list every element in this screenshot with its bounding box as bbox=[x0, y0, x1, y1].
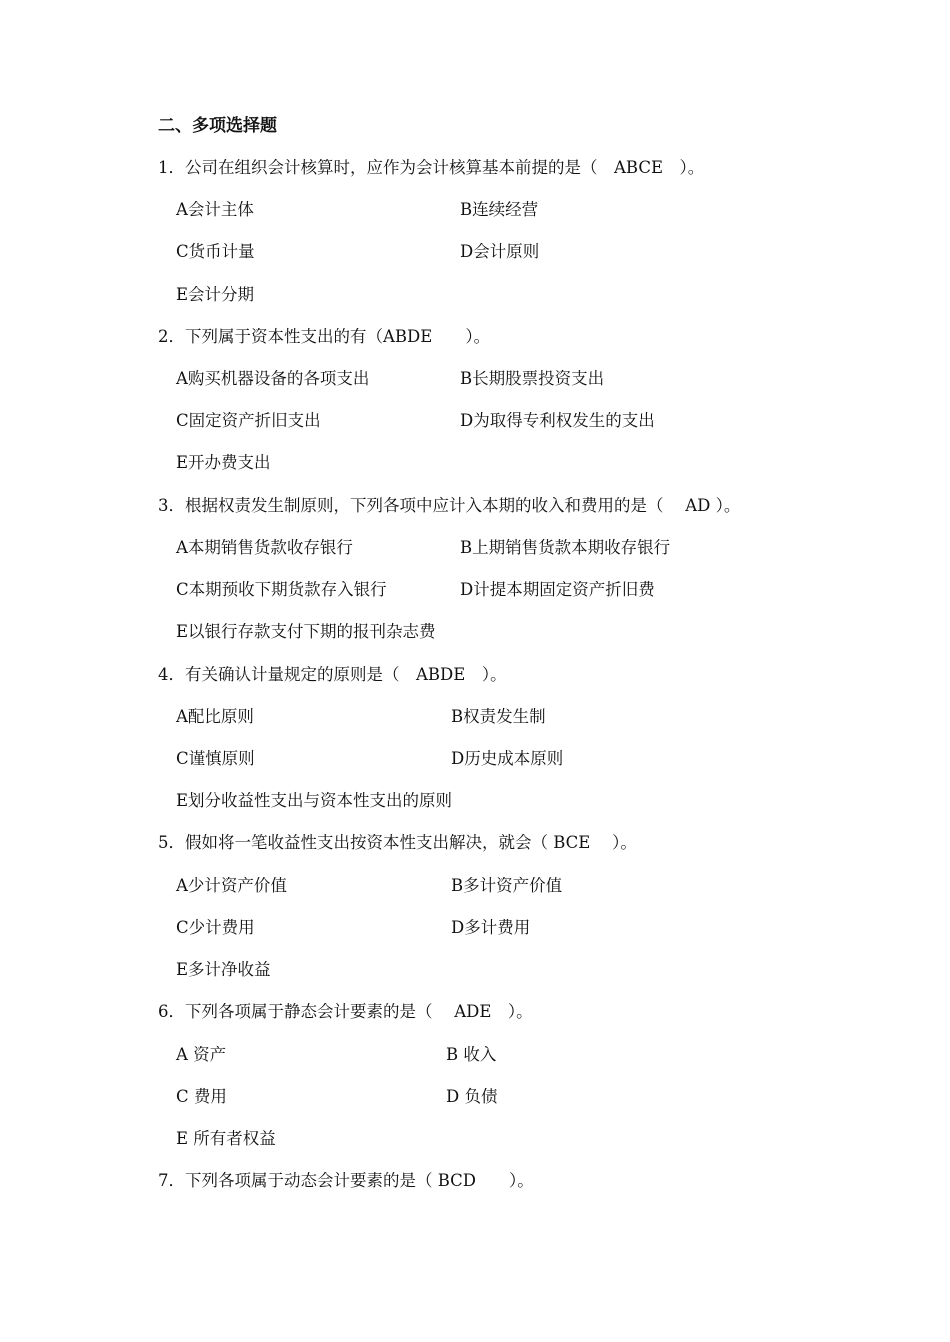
option-4d: D历史成本原则 bbox=[451, 749, 564, 768]
question-5: 5．假如将一笔收益性支出按资本性支出解决，就会（ BCE ）。 bbox=[158, 833, 637, 852]
section-title: 二、多项选择题 bbox=[158, 116, 277, 136]
option-5d: D多计费用 bbox=[451, 918, 531, 937]
option-1c: C货币计量 bbox=[176, 242, 255, 261]
option-3c: C本期预收下期货款存入银行 bbox=[176, 580, 387, 599]
question-1: 1．公司在组织会计核算时，应作为会计核算基本前提的是（ ABCE ）。 bbox=[158, 158, 705, 177]
option-2e: E开办费支出 bbox=[176, 453, 271, 472]
option-1e: E会计分期 bbox=[176, 285, 255, 304]
option-2d: D为取得专利权发生的支出 bbox=[460, 411, 655, 430]
question-6: 6．下列各项属于静态会计要素的是（ ADE ）。 bbox=[158, 1002, 533, 1021]
question-2: 2．下列属于资本性支出的有（ABDE ）。 bbox=[158, 327, 491, 346]
option-6e: E 所有者权益 bbox=[176, 1129, 276, 1148]
option-4b: B权责发生制 bbox=[451, 707, 546, 726]
question-3: 3．根据权责发生制原则，下列各项中应计入本期的收入和费用的是（ AD ）。 bbox=[158, 496, 741, 515]
option-1a: A会计主体 bbox=[176, 200, 254, 219]
option-2a: A购买机器设备的各项支出 bbox=[176, 369, 370, 388]
option-6d: D 负债 bbox=[446, 1087, 498, 1106]
option-5a: A少计资产价值 bbox=[176, 876, 287, 895]
question-4: 4．有关确认计量规定的原则是（ ABDE ）。 bbox=[158, 665, 507, 684]
question-7: 7．下列各项属于动态会计要素的是（ BCD ）。 bbox=[158, 1171, 534, 1190]
option-2c: C固定资产折旧支出 bbox=[176, 411, 321, 430]
option-5e: E多计净收益 bbox=[176, 960, 271, 979]
option-5b: B多计资产价值 bbox=[451, 876, 563, 895]
option-4e: E划分收益性支出与资本性支出的原则 bbox=[176, 791, 453, 810]
option-1b: B连续经营 bbox=[460, 200, 539, 219]
option-3a: A本期销售货款收存银行 bbox=[176, 538, 353, 557]
option-6c: C 费用 bbox=[176, 1087, 227, 1106]
option-3b: B上期销售货款本期收存银行 bbox=[460, 538, 671, 557]
option-3d: D计提本期固定资产折旧费 bbox=[460, 580, 655, 599]
option-1d: D会计原则 bbox=[460, 242, 540, 261]
option-5c: C少计费用 bbox=[176, 918, 255, 937]
option-4a: A配比原则 bbox=[176, 707, 254, 726]
option-6b: B 收入 bbox=[446, 1045, 497, 1064]
option-6a: A 资产 bbox=[176, 1045, 227, 1064]
option-3e: E以银行存款支付下期的报刊杂志费 bbox=[176, 622, 436, 641]
option-2b: B长期股票投资支出 bbox=[460, 369, 605, 388]
option-4c: C谨慎原则 bbox=[176, 749, 255, 768]
